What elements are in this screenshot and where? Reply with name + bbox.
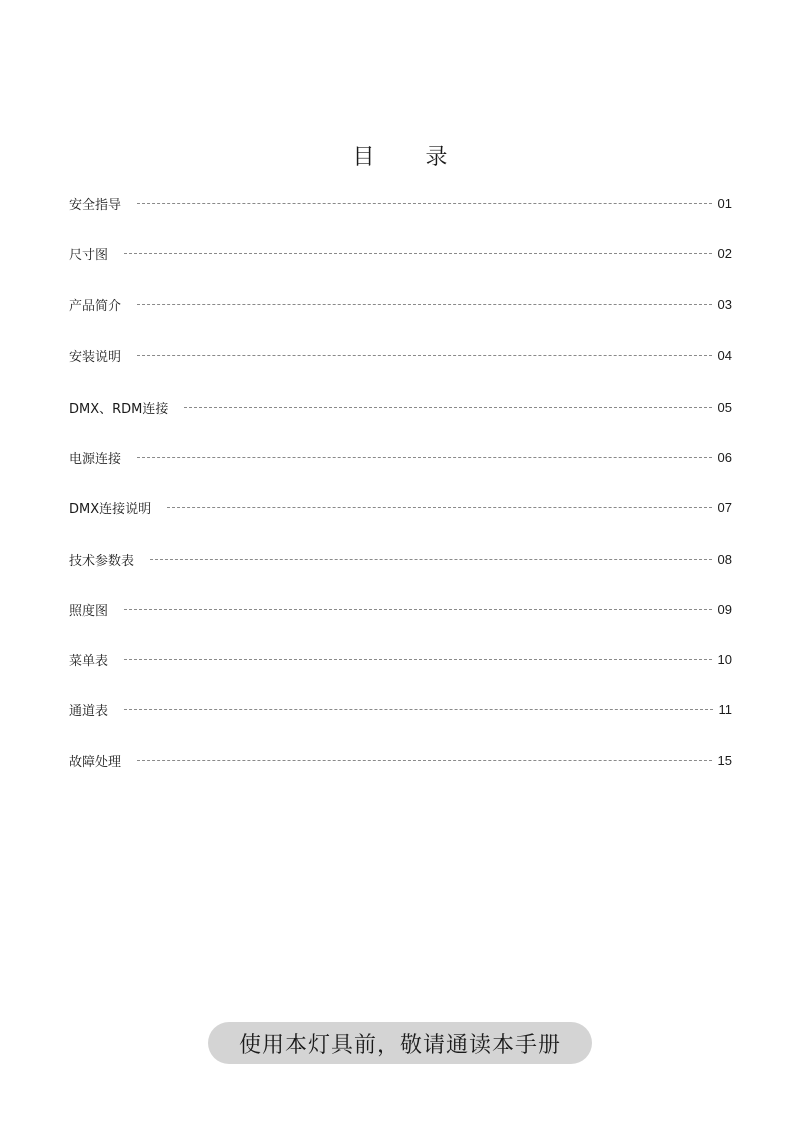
toc-entry-label: 照度图 — [69, 603, 109, 619]
toc-entry-label: 故障处理 — [69, 754, 122, 770]
toc-leader — [124, 709, 712, 710]
toc-entry-page: 09 — [717, 601, 732, 617]
page-title: 目 录 — [352, 145, 470, 170]
toc-entry-label: 通道表 — [69, 703, 109, 719]
toc-entry-label: 产品简介 — [69, 298, 122, 314]
toc-entry-page: 01 — [717, 195, 732, 211]
toc-entry-page: 10 — [717, 651, 732, 667]
toc-entry[interactable] — [69, 549, 732, 569]
toc-leader — [137, 304, 712, 305]
toc-leader — [124, 253, 712, 254]
toc-leader — [124, 609, 712, 610]
toc-entry[interactable] — [69, 599, 732, 619]
toc-entry[interactable] — [69, 345, 732, 365]
table-of-contents — [69, 0, 732, 800]
toc-entry-label: 菜单表 — [69, 653, 109, 669]
toc-entry[interactable] — [69, 447, 732, 467]
toc-entry-label: DMX、RDM连接 — [69, 401, 169, 417]
toc-leader — [137, 457, 712, 458]
toc-entry-label: 电源连接 — [69, 451, 122, 467]
toc-leader — [137, 203, 712, 204]
toc-entry-label: DMX连接说明 — [69, 501, 152, 517]
toc-entry-page: 15 — [717, 752, 732, 768]
toc-entry-page: 08 — [717, 551, 732, 567]
toc-leader — [137, 355, 712, 356]
toc-entry[interactable] — [69, 193, 732, 213]
toc-entry-page: 02 — [717, 245, 732, 261]
toc-entry-page: 11 — [718, 701, 732, 717]
toc-entry[interactable] — [69, 649, 732, 669]
toc-leader — [184, 407, 711, 408]
toc-entry-page: 07 — [717, 499, 732, 515]
toc-entry[interactable] — [69, 750, 732, 770]
read-manual-notice: 使用本灯具前，敬请通读本手册 — [208, 1022, 592, 1064]
toc-entry-page: 04 — [717, 347, 732, 363]
toc-entry-label: 技术参数表 — [69, 553, 135, 569]
toc-entry-page: 06 — [717, 449, 732, 465]
toc-entry-page: 05 — [717, 399, 732, 415]
toc-leader — [137, 760, 712, 761]
toc-entry[interactable] — [69, 497, 732, 517]
toc-entry[interactable] — [69, 294, 732, 314]
toc-entry[interactable] — [69, 397, 732, 417]
toc-entry-page: 03 — [717, 296, 732, 312]
toc-leader — [124, 659, 712, 660]
toc-entry-label: 安装说明 — [69, 349, 122, 365]
toc-entry[interactable] — [69, 699, 732, 719]
toc-entry-label: 安全指导 — [69, 197, 122, 213]
toc-leader — [167, 507, 711, 508]
toc-entry[interactable] — [69, 243, 732, 263]
toc-leader — [150, 559, 712, 560]
toc-entry-label: 尺寸图 — [69, 247, 109, 263]
